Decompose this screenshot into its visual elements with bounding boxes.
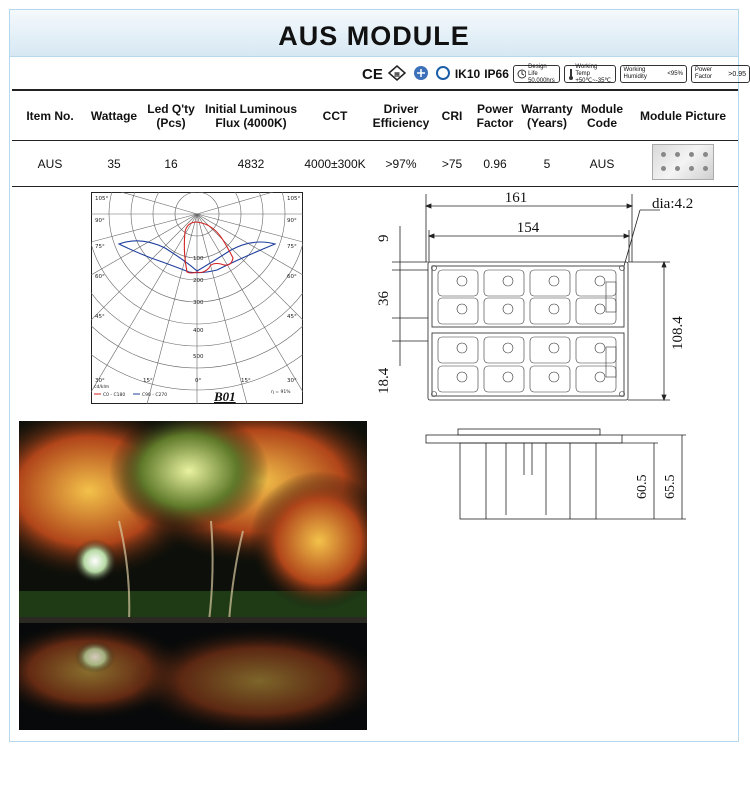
design-life-badge [513,65,560,83]
rohs-icon [387,64,407,85]
svg-text:▦: ▦ [394,70,400,78]
working-temp-label: Working Temp [575,63,598,77]
ip-rating-icon: IP66 [484,67,509,81]
page-title: AUS MODULE [278,21,470,51]
dim-side-inner: 60.5 [635,474,650,499]
power-factor-label: Power Factor [694,67,712,80]
cell-luminous-flux: 4832 [202,141,300,187]
certification-row [362,64,750,84]
cell-item-no: AUS [12,141,88,187]
header-driver-efficiency: Driver Efficiency [370,90,432,141]
ik-rating-icon: IK10 [454,67,481,81]
diagram-code: B01 [214,389,236,404]
cell-module-code: AUS [576,141,628,187]
cell-driver-efficiency: >97% [370,141,432,187]
header-module-picture: Module Picture [628,90,738,141]
angle-label: 60° [95,274,105,280]
radial-label: 300 [193,300,204,306]
angle-label: 75° [95,244,105,250]
angle-label: 60° [287,274,297,280]
angle-label: 105° [287,196,301,202]
polar-distribution-diagram [91,192,303,404]
working-temp-badge [564,65,616,83]
angle-label: 90° [287,218,297,224]
tuv-icon [435,64,451,85]
angle-label: 105° [95,196,109,202]
header-luminous-flux: Initial Luminous Flux (4000K) [202,90,300,141]
module-picture [652,144,714,180]
radial-label: 100 [193,256,204,262]
legend-c0: C0 - C180 [103,393,126,398]
angle-label: 45° [95,314,105,320]
radial-label: 400 [193,328,204,334]
working-humidity-value: <95% [667,70,683,77]
dim-hole: dia:4.2 [652,196,694,212]
working-temp-value: +50℃~-35℃ [575,77,612,84]
title-bar [10,10,738,57]
dim-36: 36 [376,291,392,306]
angle-label: 15° [143,378,153,384]
angle-label: 30° [95,378,105,384]
dim-side-outer: 65.5 [663,474,678,499]
header-module-code: Module Code [576,90,628,141]
legend-c90: C90 - C270 [142,393,168,398]
cell-warranty: 5 [518,141,576,187]
emc-icon [411,64,431,85]
cell-module-picture [628,141,738,187]
dim-height: 108.4 [670,316,686,350]
header-cct: CCT [300,90,370,141]
cell-cri: >75 [432,141,472,187]
module-top-drawing [370,186,742,410]
design-life-label: Design Life [528,63,547,77]
radial-label: 200 [193,278,204,284]
cell-wattage: 35 [88,141,140,187]
angle-label: 45° [287,314,297,320]
thermometer-icon [568,68,574,80]
working-humidity-label: Working Humidity [623,67,647,80]
power-factor-value: >0.95 [728,70,746,78]
dim-18-4: 18.4 [376,367,392,394]
dim-overall-width: 161 [504,190,528,206]
cell-led-qty: 16 [140,141,202,187]
angle-label: 75° [287,244,297,250]
header-cri: CRI [432,90,472,141]
angle-label: 90° [95,218,105,224]
clock-icon [517,69,526,79]
ce-mark-icon: CE [362,65,383,83]
header-warranty: Warranty (Years) [518,90,576,141]
module-side-drawing [410,415,710,535]
table-row [12,141,738,187]
design-life-value: 50,000hrs [528,77,555,84]
spec-table [12,89,738,187]
angle-label: 30° [287,378,297,384]
working-humidity-badge [620,65,687,83]
cell-power-factor: 0.96 [472,141,518,187]
header-led-qty: Led Q'ty (Pcs) [140,90,202,141]
led-grid [432,266,625,397]
radial-label: 500 [193,354,204,360]
header-power-factor: Power Factor [472,90,518,141]
table-header-row [12,90,738,141]
header-wattage: Wattage [88,90,140,141]
application-photo [19,421,367,730]
efficiency-label: η = 91% [271,390,291,395]
dim-inner-width: 154 [516,220,540,236]
angle-label: 15° [241,378,251,384]
header-item-no: Item No. [12,90,88,141]
cell-cct: 4000±300K [300,141,370,187]
angle-label: 0° [195,378,202,384]
unit-label: cd/klm [94,385,110,390]
dim-9: 9 [376,234,392,242]
power-factor-badge [691,65,750,83]
